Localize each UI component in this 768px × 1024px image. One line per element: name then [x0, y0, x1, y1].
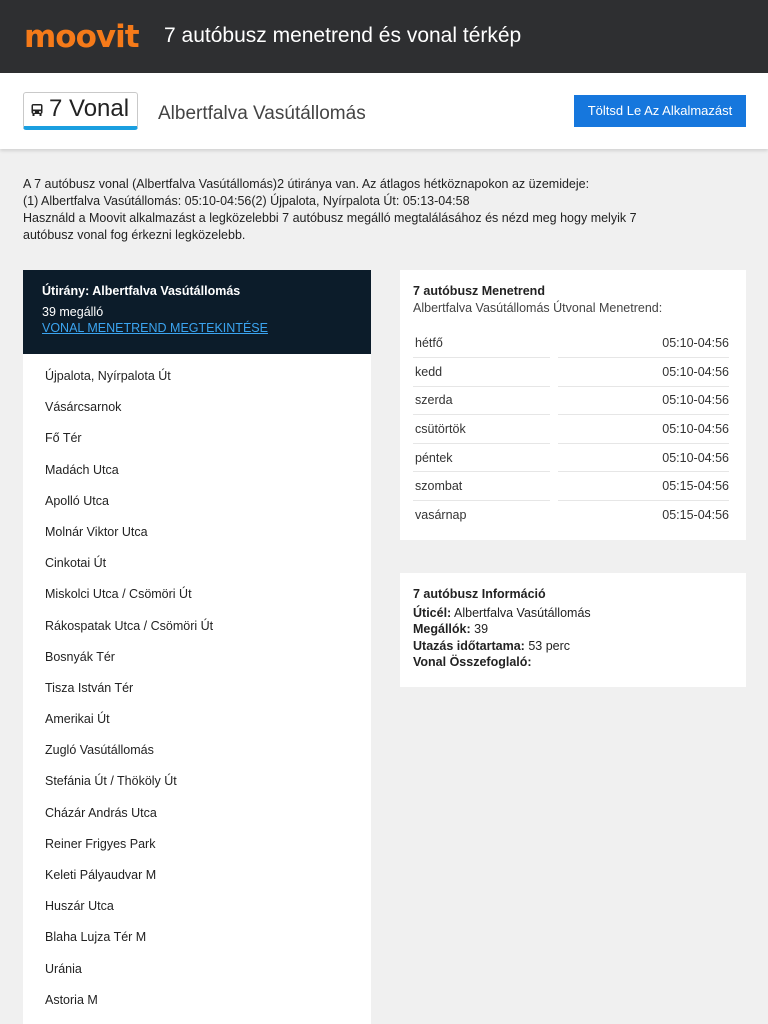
- schedule-table: [413, 329, 729, 529]
- schedule-day: csütörtök: [413, 415, 550, 444]
- schedule-day: péntek: [413, 443, 550, 472]
- route-header: [23, 270, 371, 354]
- table-row: [413, 472, 729, 501]
- schedule-subtitle: Albertfalva Vasútállomás Útvonal Menetrend:: [413, 301, 663, 315]
- schedule-time: 05:15-04:56: [558, 472, 729, 501]
- table-row: [413, 501, 729, 530]
- table-row: [413, 443, 729, 472]
- stop-list: [23, 354, 371, 1016]
- stop-item[interactable]: Molnár Viktor Utca: [45, 524, 148, 539]
- stop-item[interactable]: Astoria M: [45, 992, 98, 1007]
- intro-text: [23, 176, 723, 244]
- stop-item[interactable]: Blaha Lujza Tér M: [45, 930, 147, 945]
- schedule-time: 05:15-04:56: [662, 508, 729, 523]
- intro-line: A 7 autóbusz vonal (Albertfalva Vasútállomás)2 útiránya van. Az átlagos hétköznapokon az üzemideje:: [23, 177, 590, 191]
- intro-line: (1) Albertfalva Vasútállomás: 05:10-04:56(2) Újpalota, Nyírpalota Út: 05:13-04:58: [23, 194, 470, 208]
- info-stops: [413, 621, 733, 638]
- table-row: [413, 329, 729, 358]
- stop-item[interactable]: Tisza István Tér: [45, 680, 134, 695]
- moovit-logo[interactable]: moovit: [24, 19, 139, 55]
- info-duration: [413, 638, 733, 655]
- line-label: 7 Vonal: [49, 95, 130, 122]
- stop-item[interactable]: Madách Utca: [45, 462, 119, 477]
- schedule-time: 05:10-04:56: [558, 415, 729, 444]
- stop-item[interactable]: Uránia: [45, 961, 82, 976]
- info-label: Vonal Összefoglaló:: [413, 655, 532, 669]
- stop-item[interactable]: Huszár Utca: [45, 899, 114, 914]
- stop-item[interactable]: Vásárcsarnok: [45, 400, 122, 415]
- stop-item[interactable]: Miskolci Utca / Csömöri Út: [45, 587, 192, 602]
- route-stop-count: 39 megálló: [42, 305, 104, 319]
- stop-item[interactable]: Apolló Utca: [45, 493, 109, 508]
- info-value: Albertfalva Vasútállomás: [454, 605, 591, 620]
- stop-item[interactable]: Újpalota, Nyírpalota Út: [45, 369, 171, 383]
- schedule-card: [400, 270, 746, 540]
- page-title: 7 autóbusz menetrend és vonal térkép: [164, 24, 522, 47]
- stop-item[interactable]: Cinkotai Út: [45, 556, 107, 571]
- stop-item[interactable]: Fő Tér: [45, 431, 82, 446]
- schedule-time: 05:10-04:56: [558, 358, 729, 387]
- stop-item[interactable]: Reiner Frigyes Park: [45, 836, 156, 851]
- info-label: Megállók:: [413, 622, 471, 636]
- route-panel: [23, 270, 371, 1024]
- stop-item[interactable]: Keleti Pályaudvar M: [45, 868, 157, 882]
- stop-item[interactable]: Rákospatak Utca / Csömöri Út: [45, 618, 214, 633]
- schedule-day: szerda: [413, 386, 550, 415]
- info-value: 53 perc: [528, 638, 571, 653]
- info-summary: [413, 654, 733, 671]
- info-label: Utazás időtartama:: [413, 638, 525, 653]
- view-schedule-link[interactable]: VONAL MENETREND MEGTEKINTÉSE: [42, 321, 268, 335]
- schedule-day: szombat: [413, 472, 550, 501]
- stop-item[interactable]: Zugló Vasútállomás: [45, 743, 154, 758]
- info-destination: [413, 605, 733, 622]
- table-row: [413, 386, 729, 415]
- stop-item[interactable]: Cházár András Utca: [45, 805, 157, 820]
- line-header: [0, 73, 768, 149]
- info-title: 7 autóbusz Információ: [413, 587, 546, 601]
- schedule-time: 05:10-04:56: [558, 443, 729, 472]
- schedule-title: 7 autóbusz Menetrend: [413, 284, 545, 298]
- stop-item[interactable]: Stefánia Út / Thököly Út: [45, 774, 177, 789]
- stop-item[interactable]: Amerikai Út: [45, 712, 110, 727]
- schedule-day: vasárnap: [415, 508, 467, 523]
- line-badge: [23, 92, 138, 130]
- stop-item[interactable]: Bosnyák Tér: [45, 649, 115, 664]
- info-card: [400, 573, 746, 687]
- bus-icon: [30, 103, 44, 117]
- schedule-day: hétfő: [413, 329, 550, 358]
- top-bar: [0, 0, 768, 73]
- intro-line: Használd a Moovit alkalmazást a legközelebbi 7 autóbusz megálló megtalálásához és nézd meg hogy melyik 7: [23, 211, 637, 225]
- schedule-time: 05:10-04:56: [558, 386, 729, 415]
- info-label: Úticél:: [413, 605, 452, 620]
- route-direction: Útirány: Albertfalva Vasútállomás: [42, 284, 241, 298]
- table-row: [413, 415, 729, 444]
- table-row: [413, 358, 729, 387]
- schedule-day: kedd: [413, 358, 550, 387]
- info-value: 39: [474, 622, 489, 636]
- schedule-time: 05:10-04:56: [558, 329, 729, 358]
- download-app-button[interactable]: Töltsd Le Az Alkalmazást: [574, 95, 746, 127]
- line-destination: Albertfalva Vasútállomás: [158, 103, 366, 124]
- intro-line: autóbusz vonal fog érkezni legközelebb.: [23, 228, 246, 242]
